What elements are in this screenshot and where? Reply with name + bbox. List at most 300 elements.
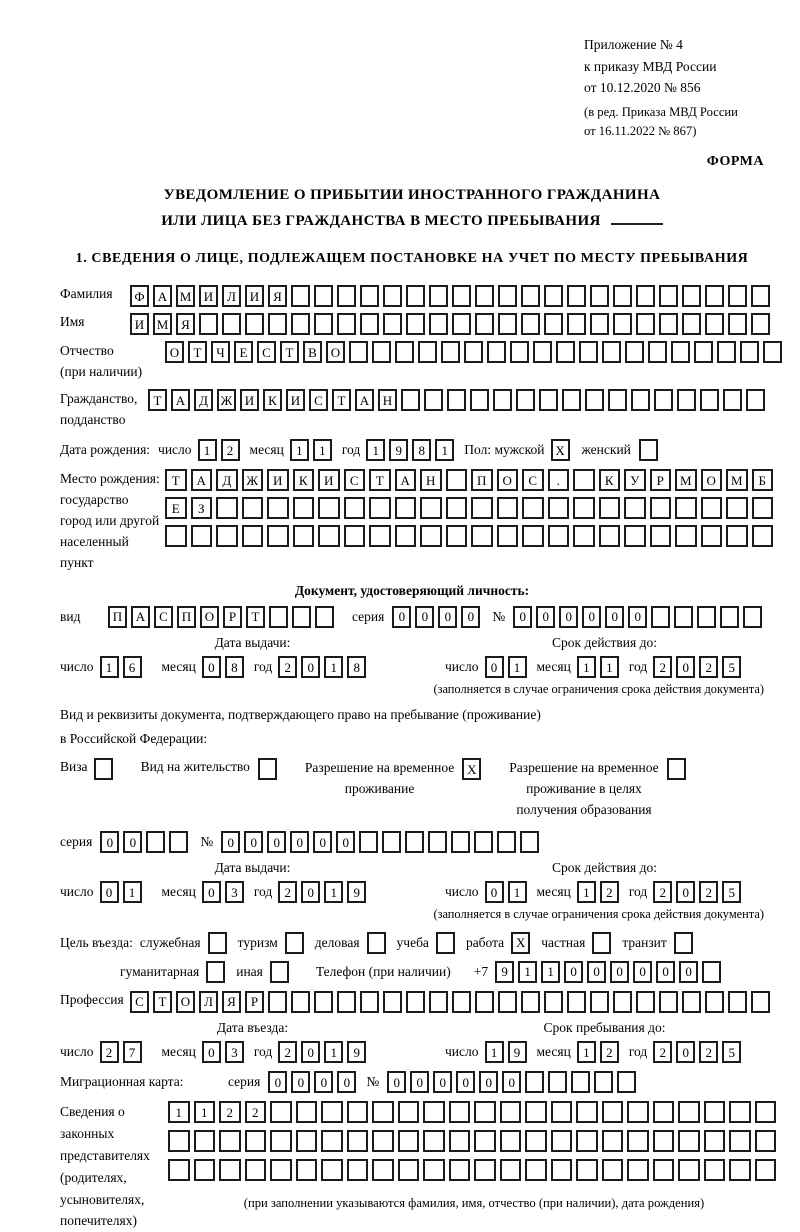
birthplace-char-box[interactable]: П (471, 469, 493, 491)
representative-char-box[interactable] (500, 1130, 522, 1152)
doc-number-box[interactable]: 0 (628, 606, 647, 628)
patronymic-char-box[interactable] (648, 341, 667, 363)
representative-char-box[interactable] (194, 1159, 216, 1181)
birth-month-box[interactable]: 1 (290, 439, 309, 461)
residence-number-box[interactable] (405, 831, 424, 853)
given-name-char-box[interactable] (498, 313, 517, 335)
profession-char-box[interactable] (728, 991, 747, 1013)
profession-char-box[interactable] (567, 991, 586, 1013)
representative-char-box[interactable] (653, 1159, 675, 1181)
birthplace-char-box[interactable]: Р (650, 469, 672, 491)
valid-day-box[interactable]: 0 (485, 656, 504, 678)
representative-char-box[interactable] (627, 1101, 649, 1123)
patronymic-char-box[interactable]: С (257, 341, 276, 363)
birthplace-char-box[interactable] (471, 497, 493, 519)
representative-char-box[interactable] (219, 1130, 241, 1152)
given-name-char-box[interactable] (452, 313, 471, 335)
birthplace-char-box[interactable] (446, 525, 468, 547)
stay-month-box[interactable]: 1 (577, 1041, 596, 1063)
representative-char-box[interactable] (347, 1130, 369, 1152)
patronymic-char-box[interactable] (763, 341, 782, 363)
patronymic-char-box[interactable]: В (303, 341, 322, 363)
profession-char-box[interactable] (590, 991, 609, 1013)
representative-char-box[interactable] (321, 1130, 343, 1152)
entry-year-box[interactable]: 2 (278, 1041, 297, 1063)
surname-char-box[interactable] (705, 285, 724, 307)
birthplace-char-box[interactable] (701, 497, 723, 519)
representative-char-box[interactable] (474, 1101, 496, 1123)
citizenship-char-box[interactable] (746, 389, 765, 411)
representative-char-box[interactable] (321, 1159, 343, 1181)
profession-char-box[interactable] (452, 991, 471, 1013)
valid-year-box[interactable]: 2 (699, 656, 718, 678)
birthplace-char-box[interactable] (752, 497, 774, 519)
birthplace-char-box[interactable] (573, 497, 595, 519)
citizenship-char-box[interactable]: Т (148, 389, 167, 411)
migration-series-box[interactable]: 0 (291, 1071, 310, 1093)
residence-number-box[interactable]: 0 (290, 831, 309, 853)
representative-char-box[interactable] (627, 1159, 649, 1181)
residence-valid-month-box[interactable]: 2 (600, 881, 619, 903)
doc-kind-char-box[interactable]: Р (223, 606, 242, 628)
birth-year-box[interactable]: 1 (435, 439, 454, 461)
patronymic-char-box[interactable] (349, 341, 368, 363)
birthplace-char-box[interactable] (650, 497, 672, 519)
patronymic-char-box[interactable] (556, 341, 575, 363)
birth-year-box[interactable]: 8 (412, 439, 431, 461)
birthplace-char-box[interactable]: Т (165, 469, 187, 491)
stay-month-box[interactable]: 2 (600, 1041, 619, 1063)
patronymic-char-box[interactable] (602, 341, 621, 363)
profession-char-box[interactable] (705, 991, 724, 1013)
migration-series-box[interactable]: 0 (314, 1071, 333, 1093)
representative-char-box[interactable] (729, 1159, 751, 1181)
citizenship-char-box[interactable]: И (286, 389, 305, 411)
birthplace-char-box[interactable] (267, 525, 289, 547)
residence-valid-day-box[interactable]: 1 (508, 881, 527, 903)
representative-char-box[interactable] (755, 1130, 777, 1152)
surname-char-box[interactable]: Л (222, 285, 241, 307)
birthplace-char-box[interactable] (369, 525, 391, 547)
given-name-char-box[interactable] (705, 313, 724, 335)
birthplace-char-box[interactable]: А (395, 469, 417, 491)
patronymic-char-box[interactable] (487, 341, 506, 363)
patronymic-char-box[interactable] (510, 341, 529, 363)
surname-char-box[interactable]: И (245, 285, 264, 307)
representative-char-box[interactable] (168, 1130, 190, 1152)
birthplace-char-box[interactable] (522, 497, 544, 519)
representative-char-box[interactable] (755, 1159, 777, 1181)
birthplace-char-box[interactable] (191, 525, 213, 547)
birthplace-char-box[interactable]: О (701, 469, 723, 491)
entry-month-box[interactable]: 3 (225, 1041, 244, 1063)
citizenship-char-box[interactable]: Д (194, 389, 213, 411)
doc-number-box[interactable]: 0 (559, 606, 578, 628)
residence-valid-year-box[interactable]: 0 (676, 881, 695, 903)
given-name-char-box[interactable] (199, 313, 218, 335)
representative-char-box[interactable]: 2 (219, 1101, 241, 1123)
birthplace-char-box[interactable] (752, 525, 774, 547)
residence-issue-day-box[interactable]: 1 (123, 881, 142, 903)
birthplace-char-box[interactable] (420, 525, 442, 547)
stay-year-box[interactable]: 0 (676, 1041, 695, 1063)
phone-digit-box[interactable]: 1 (518, 961, 537, 983)
representative-char-box[interactable] (270, 1159, 292, 1181)
representative-char-box[interactable] (372, 1101, 394, 1123)
birthplace-char-box[interactable]: И (318, 469, 340, 491)
doc-kind-char-box[interactable]: С (154, 606, 173, 628)
representative-char-box[interactable] (678, 1159, 700, 1181)
residence-number-box[interactable] (428, 831, 447, 853)
birthplace-char-box[interactable]: К (599, 469, 621, 491)
given-name-char-box[interactable] (521, 313, 540, 335)
residence-valid-year-box[interactable]: 2 (699, 881, 718, 903)
representative-char-box[interactable] (576, 1101, 598, 1123)
surname-char-box[interactable] (360, 285, 379, 307)
stay-year-box[interactable]: 2 (653, 1041, 672, 1063)
patronymic-char-box[interactable] (372, 341, 391, 363)
profession-char-box[interactable] (429, 991, 448, 1013)
purpose-private-checkbox[interactable] (592, 932, 611, 954)
representative-char-box[interactable] (500, 1159, 522, 1181)
given-name-char-box[interactable] (682, 313, 701, 335)
birthplace-char-box[interactable]: Д (216, 469, 238, 491)
representative-char-box[interactable] (653, 1130, 675, 1152)
residence-number-box[interactable] (359, 831, 378, 853)
representative-char-box[interactable] (704, 1159, 726, 1181)
citizenship-char-box[interactable] (401, 389, 420, 411)
representative-char-box[interactable] (245, 1159, 267, 1181)
migration-number-box[interactable]: 0 (433, 1071, 452, 1093)
representative-char-box[interactable] (576, 1130, 598, 1152)
patronymic-char-box[interactable]: Ч (211, 341, 230, 363)
given-name-char-box[interactable] (268, 313, 287, 335)
representative-char-box[interactable] (729, 1101, 751, 1123)
birthplace-char-box[interactable]: И (267, 469, 289, 491)
residence-number-box[interactable] (382, 831, 401, 853)
representative-char-box[interactable] (245, 1130, 267, 1152)
birthplace-char-box[interactable] (726, 497, 748, 519)
representative-char-box[interactable] (168, 1159, 190, 1181)
citizenship-char-box[interactable] (677, 389, 696, 411)
representative-char-box[interactable] (627, 1130, 649, 1152)
citizenship-char-box[interactable]: К (263, 389, 282, 411)
representative-char-box[interactable] (219, 1159, 241, 1181)
birthplace-char-box[interactable] (599, 497, 621, 519)
surname-char-box[interactable] (544, 285, 563, 307)
doc-kind-char-box[interactable]: П (108, 606, 127, 628)
residence-valid-year-box[interactable]: 5 (722, 881, 741, 903)
male-checkbox[interactable]: X (551, 439, 570, 461)
birthplace-char-box[interactable]: М (675, 469, 697, 491)
entry-day-box[interactable]: 2 (100, 1041, 119, 1063)
residence-issue-month-box[interactable]: 0 (202, 881, 221, 903)
representative-char-box[interactable] (704, 1101, 726, 1123)
representative-char-box[interactable] (576, 1159, 598, 1181)
birthplace-char-box[interactable] (573, 469, 595, 491)
patronymic-char-box[interactable] (625, 341, 644, 363)
migration-number-box[interactable]: 0 (502, 1071, 521, 1093)
residence-number-box[interactable] (520, 831, 539, 853)
representative-char-box[interactable] (398, 1159, 420, 1181)
surname-char-box[interactable] (498, 285, 517, 307)
residence-valid-year-box[interactable]: 2 (653, 881, 672, 903)
birthplace-char-box[interactable] (624, 525, 646, 547)
representative-char-box[interactable] (755, 1101, 777, 1123)
citizenship-char-box[interactable] (493, 389, 512, 411)
representative-char-box[interactable] (678, 1101, 700, 1123)
patronymic-char-box[interactable]: Т (280, 341, 299, 363)
residence-issue-year-box[interactable]: 2 (278, 881, 297, 903)
citizenship-char-box[interactable] (447, 389, 466, 411)
citizenship-char-box[interactable]: С (309, 389, 328, 411)
patronymic-char-box[interactable] (464, 341, 483, 363)
citizenship-char-box[interactable] (631, 389, 650, 411)
representative-char-box[interactable] (551, 1159, 573, 1181)
birthplace-char-box[interactable]: У (624, 469, 646, 491)
entry-year-box[interactable]: 0 (301, 1041, 320, 1063)
residence-series-box[interactable] (146, 831, 165, 853)
birthplace-char-box[interactable] (395, 497, 417, 519)
doc-series-box[interactable]: 0 (415, 606, 434, 628)
doc-kind-char-box[interactable]: О (200, 606, 219, 628)
visa-checkbox[interactable] (94, 758, 113, 780)
representative-char-box[interactable] (296, 1159, 318, 1181)
doc-series-box[interactable]: 0 (461, 606, 480, 628)
migration-number-box[interactable] (548, 1071, 567, 1093)
citizenship-char-box[interactable] (562, 389, 581, 411)
residence-number-box[interactable]: 0 (267, 831, 286, 853)
residence-number-box[interactable]: 0 (313, 831, 332, 853)
residence-issue-year-box[interactable]: 0 (301, 881, 320, 903)
citizenship-char-box[interactable] (608, 389, 627, 411)
doc-series-box[interactable]: 0 (438, 606, 457, 628)
birthplace-char-box[interactable] (624, 497, 646, 519)
birthplace-char-box[interactable]: М (726, 469, 748, 491)
phone-digit-box[interactable] (702, 961, 721, 983)
birthplace-char-box[interactable] (675, 497, 697, 519)
migration-number-box[interactable] (571, 1071, 590, 1093)
representative-char-box[interactable] (194, 1130, 216, 1152)
residence-valid-day-box[interactable]: 0 (485, 881, 504, 903)
migration-number-box[interactable]: 0 (456, 1071, 475, 1093)
birthplace-char-box[interactable]: Е (165, 497, 187, 519)
entry-year-box[interactable]: 1 (324, 1041, 343, 1063)
doc-number-box[interactable]: 0 (582, 606, 601, 628)
stay-year-box[interactable]: 2 (699, 1041, 718, 1063)
doc-number-box[interactable] (674, 606, 693, 628)
representative-char-box[interactable] (551, 1130, 573, 1152)
representative-char-box[interactable] (500, 1101, 522, 1123)
citizenship-char-box[interactable]: А (355, 389, 374, 411)
valid-year-box[interactable]: 2 (653, 656, 672, 678)
issue-month-box[interactable]: 0 (202, 656, 221, 678)
profession-char-box[interactable] (636, 991, 655, 1013)
doc-kind-char-box[interactable]: А (131, 606, 150, 628)
migration-number-box[interactable] (594, 1071, 613, 1093)
valid-year-box[interactable]: 5 (722, 656, 741, 678)
representative-char-box[interactable]: 2 (245, 1101, 267, 1123)
citizenship-char-box[interactable] (654, 389, 673, 411)
profession-char-box[interactable]: Я (222, 991, 241, 1013)
doc-number-box[interactable]: 0 (513, 606, 532, 628)
migration-number-box[interactable] (525, 1071, 544, 1093)
representative-char-box[interactable] (372, 1130, 394, 1152)
patronymic-char-box[interactable] (418, 341, 437, 363)
representative-char-box[interactable] (449, 1101, 471, 1123)
birthplace-char-box[interactable] (701, 525, 723, 547)
birthplace-char-box[interactable] (548, 525, 570, 547)
surname-char-box[interactable] (475, 285, 494, 307)
given-name-char-box[interactable]: И (130, 313, 149, 335)
birthplace-char-box[interactable]: . (548, 469, 570, 491)
representative-char-box[interactable] (602, 1101, 624, 1123)
profession-char-box[interactable]: Л (199, 991, 218, 1013)
birthplace-char-box[interactable]: Т (369, 469, 391, 491)
profession-char-box[interactable] (751, 991, 770, 1013)
citizenship-char-box[interactable]: Т (332, 389, 351, 411)
citizenship-char-box[interactable] (470, 389, 489, 411)
birth-month-box[interactable]: 1 (313, 439, 332, 461)
birthplace-char-box[interactable] (395, 525, 417, 547)
surname-char-box[interactable] (636, 285, 655, 307)
representative-char-box[interactable] (296, 1101, 318, 1123)
doc-kind-char-box[interactable]: Т (246, 606, 265, 628)
surname-char-box[interactable] (728, 285, 747, 307)
patronymic-char-box[interactable]: Т (188, 341, 207, 363)
stay-year-box[interactable]: 5 (722, 1041, 741, 1063)
representative-char-box[interactable] (347, 1101, 369, 1123)
representative-char-box[interactable] (525, 1101, 547, 1123)
given-name-char-box[interactable] (337, 313, 356, 335)
patronymic-char-box[interactable] (579, 341, 598, 363)
given-name-char-box[interactable] (751, 313, 770, 335)
migration-series-box[interactable]: 0 (337, 1071, 356, 1093)
residence-number-box[interactable] (497, 831, 516, 853)
patronymic-char-box[interactable] (533, 341, 552, 363)
given-name-char-box[interactable] (590, 313, 609, 335)
given-name-char-box[interactable] (360, 313, 379, 335)
issue-month-box[interactable]: 8 (225, 656, 244, 678)
representative-char-box[interactable] (474, 1159, 496, 1181)
birthplace-char-box[interactable] (318, 525, 340, 547)
representative-char-box[interactable] (525, 1159, 547, 1181)
migration-number-box[interactable]: 0 (410, 1071, 429, 1093)
profession-char-box[interactable] (314, 991, 333, 1013)
birthplace-char-box[interactable] (446, 497, 468, 519)
representative-char-box[interactable] (270, 1130, 292, 1152)
issue-day-box[interactable]: 1 (100, 656, 119, 678)
profession-char-box[interactable] (544, 991, 563, 1013)
birthplace-char-box[interactable] (446, 469, 468, 491)
purpose-tourism-checkbox[interactable] (285, 932, 304, 954)
purpose-humanitarian-checkbox[interactable] (206, 961, 225, 983)
issue-year-box[interactable]: 1 (324, 656, 343, 678)
given-name-char-box[interactable] (475, 313, 494, 335)
residence-number-box[interactable]: 0 (244, 831, 263, 853)
patronymic-char-box[interactable]: О (165, 341, 184, 363)
citizenship-char-box[interactable] (723, 389, 742, 411)
birthplace-char-box[interactable]: О (497, 469, 519, 491)
phone-digit-box[interactable]: 0 (679, 961, 698, 983)
birthplace-char-box[interactable] (318, 497, 340, 519)
birthplace-char-box[interactable] (216, 497, 238, 519)
birthplace-char-box[interactable]: А (191, 469, 213, 491)
birthplace-char-box[interactable] (267, 497, 289, 519)
birthplace-char-box[interactable] (522, 525, 544, 547)
representative-char-box[interactable] (602, 1130, 624, 1152)
surname-char-box[interactable] (613, 285, 632, 307)
valid-year-box[interactable]: 0 (676, 656, 695, 678)
profession-char-box[interactable] (337, 991, 356, 1013)
representative-char-box[interactable] (551, 1101, 573, 1123)
given-name-char-box[interactable] (659, 313, 678, 335)
temp-permit-checkbox[interactable]: X (462, 758, 481, 780)
citizenship-char-box[interactable] (700, 389, 719, 411)
purpose-work-checkbox[interactable]: X (511, 932, 530, 954)
purpose-other-checkbox[interactable] (270, 961, 289, 983)
residence-number-box[interactable] (474, 831, 493, 853)
birthplace-char-box[interactable] (471, 525, 493, 547)
profession-char-box[interactable] (360, 991, 379, 1013)
birthplace-char-box[interactable] (165, 525, 187, 547)
phone-digit-box[interactable]: 0 (633, 961, 652, 983)
birthplace-char-box[interactable] (216, 525, 238, 547)
representative-char-box[interactable]: 1 (194, 1101, 216, 1123)
residence-valid-month-box[interactable]: 1 (577, 881, 596, 903)
patronymic-char-box[interactable]: О (326, 341, 345, 363)
residence-number-box[interactable]: 0 (221, 831, 240, 853)
profession-char-box[interactable]: С (130, 991, 149, 1013)
citizenship-char-box[interactable] (539, 389, 558, 411)
profession-char-box[interactable] (521, 991, 540, 1013)
given-name-char-box[interactable] (383, 313, 402, 335)
profession-char-box[interactable] (268, 991, 287, 1013)
representative-char-box[interactable] (474, 1130, 496, 1152)
birth-day-box[interactable]: 2 (221, 439, 240, 461)
profession-char-box[interactable]: Т (153, 991, 172, 1013)
surname-char-box[interactable] (682, 285, 701, 307)
profession-char-box[interactable] (475, 991, 494, 1013)
citizenship-char-box[interactable] (516, 389, 535, 411)
entry-year-box[interactable]: 9 (347, 1041, 366, 1063)
citizenship-char-box[interactable] (424, 389, 443, 411)
given-name-char-box[interactable] (406, 313, 425, 335)
patronymic-char-box[interactable] (740, 341, 759, 363)
birthplace-char-box[interactable] (344, 525, 366, 547)
given-name-char-box[interactable] (728, 313, 747, 335)
residence-series-box[interactable]: 0 (100, 831, 119, 853)
phone-digit-box[interactable]: 0 (587, 961, 606, 983)
doc-number-box[interactable]: 0 (536, 606, 555, 628)
residence-issue-day-box[interactable]: 0 (100, 881, 119, 903)
migration-series-box[interactable]: 0 (268, 1071, 287, 1093)
profession-char-box[interactable]: Р (245, 991, 264, 1013)
representative-char-box[interactable] (704, 1130, 726, 1152)
stay-day-box[interactable]: 1 (485, 1041, 504, 1063)
birthplace-char-box[interactable] (548, 497, 570, 519)
surname-char-box[interactable]: Ф (130, 285, 149, 307)
profession-char-box[interactable]: О (176, 991, 195, 1013)
representative-char-box[interactable] (398, 1101, 420, 1123)
birthplace-char-box[interactable] (293, 525, 315, 547)
representative-char-box[interactable] (449, 1159, 471, 1181)
surname-char-box[interactable] (659, 285, 678, 307)
birth-year-box[interactable]: 1 (366, 439, 385, 461)
representative-char-box[interactable]: 1 (168, 1101, 190, 1123)
surname-char-box[interactable] (314, 285, 333, 307)
residence-number-box[interactable]: 0 (336, 831, 355, 853)
